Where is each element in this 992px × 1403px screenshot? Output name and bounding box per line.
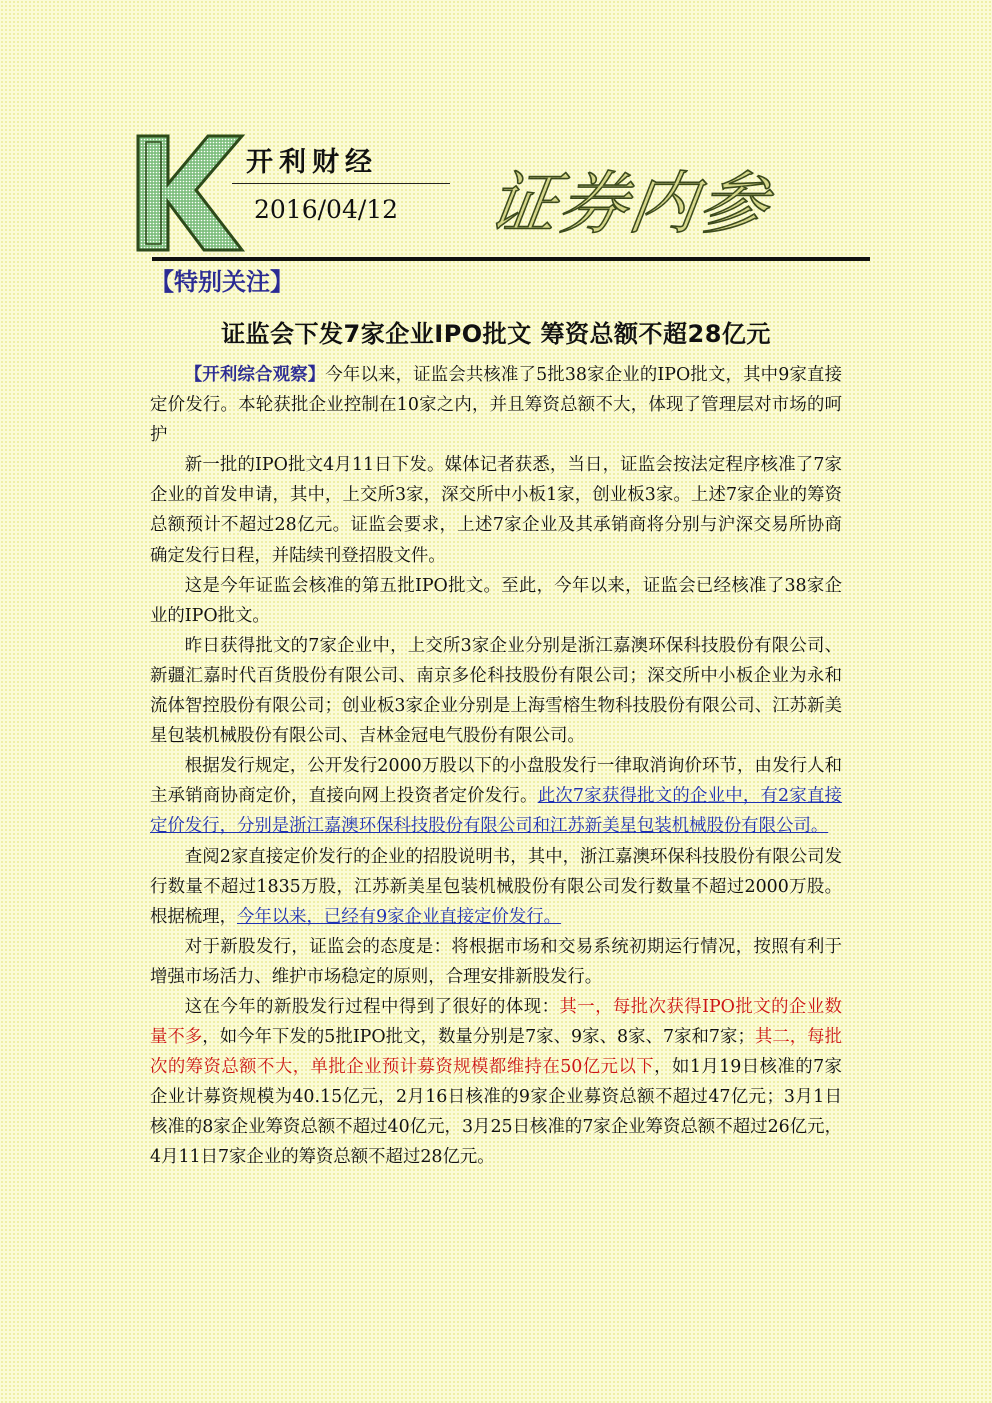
lead-tag: 【开利综合观察】 — [184, 365, 326, 385]
header-rule — [152, 257, 870, 261]
paragraph: 根据发行规定，公开发行2000万股以下的小盘股发行一律取消询价环节，由发行人和主承销商协商定价，直接向网上投资者定价发行。此次7家获得批文的企业中，有2家直接定价发行，分别是浙江嘉澳环保科技股份有限公司和江苏新美星包装机械股份有限公司。 — [150, 756, 842, 837]
red-emphasis: 其一，每批次获得IPO批文的企业数量不多 — [150, 996, 842, 1048]
k-logo-icon — [134, 132, 246, 254]
brand-name: 开利财经 — [246, 147, 378, 178]
issue-date: 2016/04/12 — [254, 195, 399, 224]
paragraph: 【开利综合观察】今年以来，证监会共核准了5批38家企业的IPO批文，其中9家直接定价发行。本轮获批企业控制在10家之内，并且筹资总额不大，体现了管理层对市场的呵护 — [150, 365, 842, 446]
article-body — [150, 360, 842, 1173]
paragraph: 新一批的IPO批文4月11日下发。媒体记者获悉，当日，证监会按法定程序核准了7家企业的首发申请，其中，上交所3家，深交所中小板1家，创业板3家。上述7家企业的筹资总额预计不超过28亿元。证监会要求，上述7家企业及其承销商将分别与沪深交易所协商确定发行日程，并陆续刊登招股文件。 — [150, 455, 842, 566]
header — [0, 0, 992, 262]
paragraph: 对于新股发行，证监会的态度是：将根据市场和交易系统初期运行情况，按照有利于增强市场活力、维护市场稳定的原则，合理安排新股发行。 — [150, 936, 842, 987]
paragraph: 这是今年证监会核准的第五批IPO批文。至此，今年以来，证监会已经核准了38家企业的IPO批文。 — [150, 575, 842, 626]
paragraph: 查阅2家直接定价发行的企业的招股说明书，其中，浙江嘉澳环保科技股份有限公司发行数量不超过1835万股，江苏新美星包装机械股份有限公司发行数量不超过2000万股。根据梳理，今年以来，已经有9家企业直接定价发行。 — [150, 846, 842, 927]
brand-divider — [232, 183, 450, 184]
masthead-title: 证券内参 — [483, 165, 775, 244]
paragraph: 昨日获得批文的7家企业中，上交所3家企业分别是浙江嘉澳环保科技股份有限公司、新疆汇嘉时代百货股份有限公司、南京多伦科技股份有限公司；深交所中小板企业为永和流体智控股份有限公司；创业板3家企业分别是上海雪榕生物科技股份有限公司、江苏新美星包装机械股份有限公司、吉林金冠电气股份有限公司。 — [150, 635, 842, 747]
paragraph: 这在今年的新股发行过程中得到了很好的体现：其一，每批次获得IPO批文的企业数量不多，如今年下发的5批IPO批文，数量分别是7家、9家、8家、7家和7家；其二，每批次的筹资总额不大，单批企业预计募资规模都维持在50亿元以下，如1月19日核准的7家企业计募资规模为40.15亿元，2月16日核准的9家企业募资总额不超过47亿元；3月1日核准的8家企业筹资总额不超过40亿元，3月25日核准的7家企业筹资总额不超过26亿元，4月11日7家企业的筹资总额不超过28亿元。 — [150, 996, 842, 1168]
highlight-link[interactable]: 此次7家获得批文的企业中，有2家直接定价发行，分别是浙江嘉澳环保科技股份有限公司和江苏新美星包装机械股份有限公司。 — [150, 786, 842, 837]
article-title: 证监会下发7家企业IPO批文 筹资总额不超28亿元 — [221, 320, 771, 348]
red-emphasis: 其二，每批次的筹资总额不大，单批企业预计募资规模都维持在50亿元以下 — [150, 1027, 842, 1078]
highlight-link[interactable]: 今年以来，已经有9家企业直接定价发行。 — [236, 906, 562, 927]
section-tag: 【特别关注】 — [150, 268, 294, 296]
